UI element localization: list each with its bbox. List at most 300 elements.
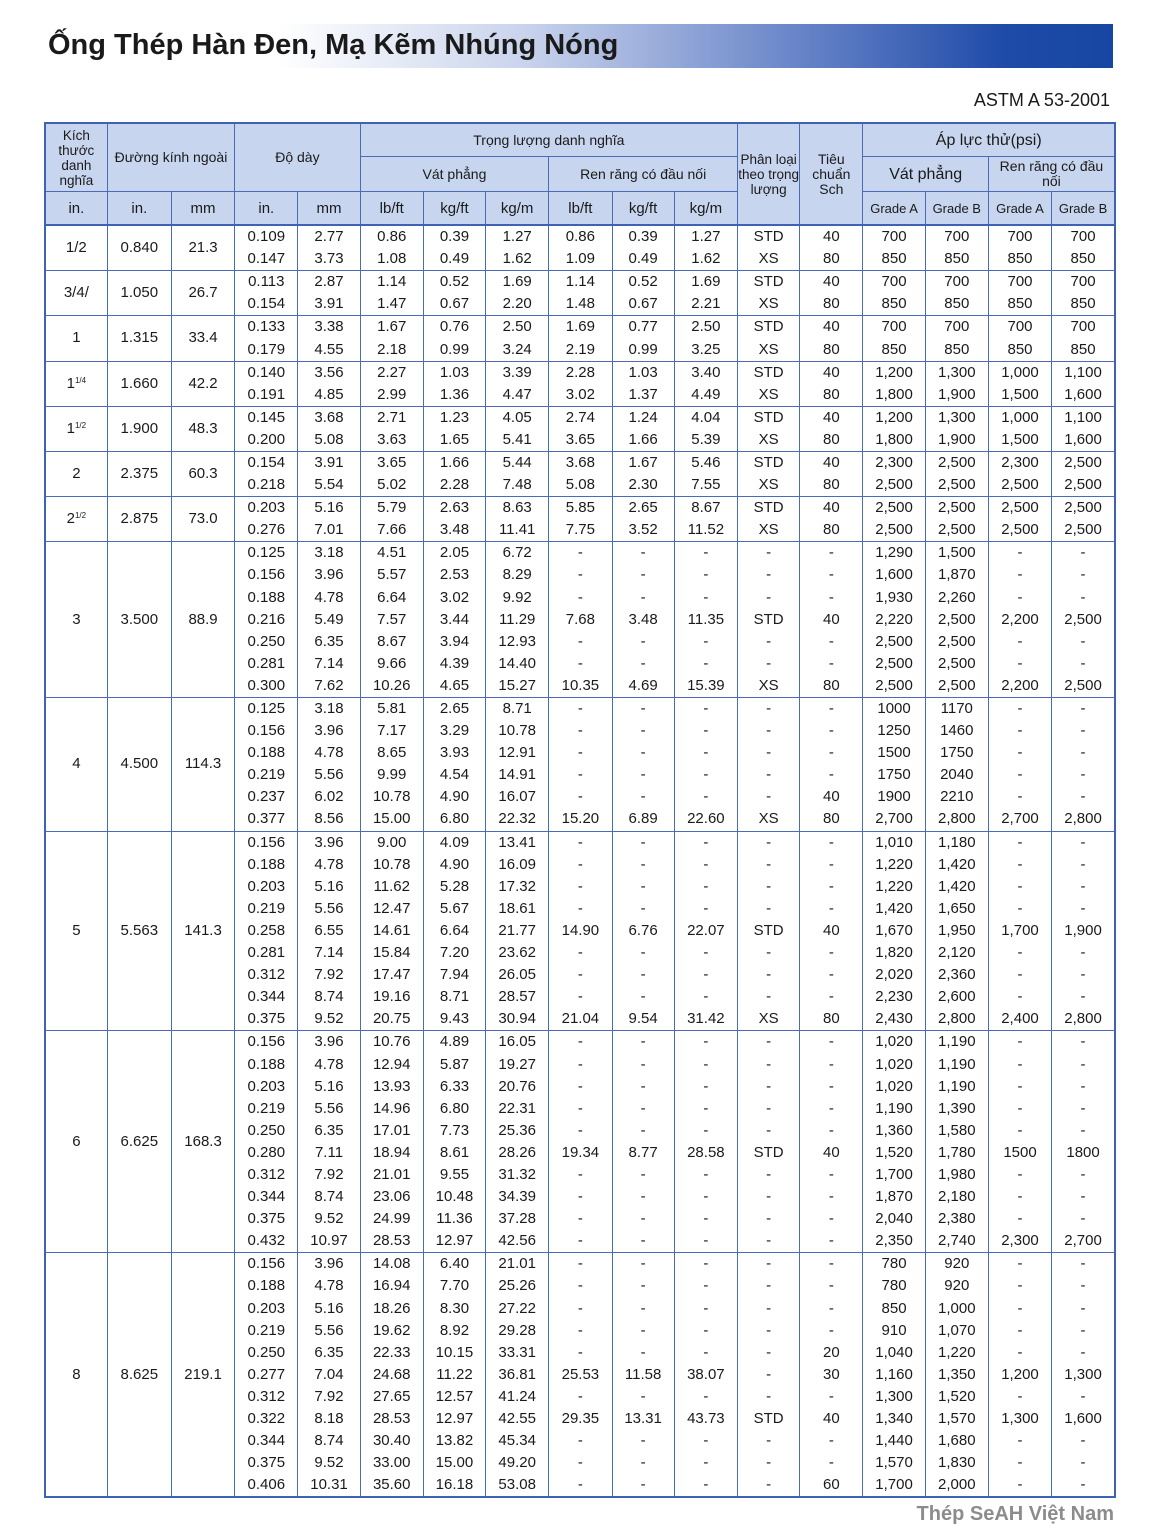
table-cell: 40 (800, 451, 863, 474)
table-cell: 80 (800, 384, 863, 407)
table-cell: 8.71 (486, 697, 549, 720)
table-cell: 1,780 (925, 1142, 988, 1164)
table-cell: 28.53 (360, 1230, 423, 1253)
table-cell: 1,700 (863, 1164, 925, 1186)
table-cell: - (738, 742, 800, 764)
table-cell: 13.31 (612, 1408, 674, 1430)
table-cell: 10.48 (423, 1186, 485, 1208)
table-cell: - (549, 1120, 612, 1142)
table-cell: 1750 (925, 742, 988, 764)
table-cell: 1,020 (863, 1053, 925, 1075)
table-cell: - (800, 1430, 863, 1452)
table-cell: 8.63 (486, 497, 549, 520)
table-cell: 2,500 (925, 609, 988, 631)
table-cell: - (674, 1275, 737, 1297)
table-cell: 3.48 (612, 609, 674, 631)
table-cell: 31.42 (674, 1008, 737, 1031)
table-cell: 0.154 (235, 293, 298, 316)
table-cell: - (1052, 631, 1115, 653)
table-cell: 34.39 (486, 1186, 549, 1208)
table-cell: - (1052, 1208, 1115, 1230)
table-cell: - (1052, 587, 1115, 609)
cell-od-mm: 168.3 (171, 1031, 234, 1253)
table-cell: - (549, 1298, 612, 1320)
cell-od-mm: 219.1 (171, 1253, 234, 1498)
header-test-pressure: Áp lực thử(psi) (863, 123, 1115, 157)
table-cell: - (1052, 1474, 1115, 1497)
table-row (45, 542, 1115, 565)
table-cell: 2,500 (863, 631, 925, 653)
table-cell: 5.67 (423, 898, 485, 920)
table-cell: - (549, 720, 612, 742)
table-cell: 12.57 (423, 1386, 485, 1408)
table-cell: 1,100 (1052, 406, 1115, 429)
table-cell: 0.109 (235, 225, 298, 248)
table-cell: 11.52 (674, 519, 737, 542)
table-cell: - (1052, 786, 1115, 808)
table-cell: - (612, 1186, 674, 1208)
table-cell: 2.99 (360, 384, 423, 407)
table-cell: - (1052, 742, 1115, 764)
table-cell: - (674, 1120, 737, 1142)
table-cell: 7.11 (298, 1142, 360, 1164)
table-cell: 30.40 (360, 1430, 423, 1452)
table-cell: STD (738, 406, 800, 429)
table-cell: 2,500 (988, 519, 1051, 542)
table-cell: 5.28 (423, 876, 485, 898)
table-cell: - (738, 720, 800, 742)
table-cell: 16.07 (486, 786, 549, 808)
table-cell: - (800, 653, 863, 675)
table-cell: 2.71 (360, 406, 423, 429)
table-cell: 4.90 (423, 786, 485, 808)
table-cell: 7.92 (298, 1164, 360, 1186)
table-cell: 40 (800, 920, 863, 942)
table-cell: 850 (863, 338, 925, 361)
table-cell: 0.344 (235, 986, 298, 1008)
table-cell: 0.375 (235, 1008, 298, 1031)
table-cell: 1,220 (925, 1342, 988, 1364)
table-cell: 1460 (925, 720, 988, 742)
table-cell: 2,500 (1052, 675, 1115, 698)
table-cell: - (988, 1452, 1051, 1474)
table-cell: 7.68 (549, 609, 612, 631)
table-cell: 0.154 (235, 451, 298, 474)
table-cell: 1,870 (863, 1186, 925, 1208)
table-cell: - (549, 1320, 612, 1342)
header-nominal-weight: Trọng lượng danh nghĩa (360, 123, 737, 157)
nominal-size-value: 3/4/ (63, 284, 89, 302)
footer-brand: Thép SeAH Việt Nam (916, 1503, 1114, 1525)
table-cell: 2040 (925, 764, 988, 786)
table-cell: - (612, 1164, 674, 1186)
table-cell: - (612, 1386, 674, 1408)
table-cell: - (612, 1452, 674, 1474)
table-cell: 7.94 (423, 964, 485, 986)
table-cell: 9.66 (360, 653, 423, 675)
table-cell: 16.05 (486, 1031, 549, 1054)
table-cell: 1.27 (486, 225, 549, 248)
table-cell: 11.41 (486, 519, 549, 542)
table-cell: 2,300 (988, 451, 1051, 474)
table-cell: 40 (800, 609, 863, 631)
table-cell: 0.125 (235, 697, 298, 720)
table-cell: 2,500 (925, 675, 988, 698)
table-cell: 1,580 (925, 1120, 988, 1142)
table-cell: - (988, 1076, 1051, 1098)
table-cell: 1.03 (612, 361, 674, 384)
table-cell: 2.20 (486, 293, 549, 316)
table-cell: 5.08 (549, 474, 612, 497)
table-cell: - (738, 1452, 800, 1474)
table-cell: STD (738, 609, 800, 631)
table-cell: 1,300 (863, 1386, 925, 1408)
table-cell: 700 (925, 225, 988, 248)
table-cell: - (738, 854, 800, 876)
table-cell: 700 (988, 316, 1051, 339)
table-cell: 3.94 (423, 631, 485, 653)
header-unit: kg/ft (612, 192, 674, 226)
table-cell: - (988, 587, 1051, 609)
table-cell: 2,230 (863, 986, 925, 1008)
table-cell: 1,520 (925, 1386, 988, 1408)
table-cell: 0.300 (235, 675, 298, 698)
table-cell: - (674, 1098, 737, 1120)
table-cell: - (549, 1164, 612, 1186)
table-cell: 850 (925, 248, 988, 271)
table-row (45, 831, 1115, 854)
table-cell: 1170 (925, 697, 988, 720)
table-cell: - (988, 1386, 1051, 1408)
table-cell: 850 (1052, 293, 1115, 316)
table-cell: - (1052, 720, 1115, 742)
table-cell: STD (738, 316, 800, 339)
table-cell: - (612, 898, 674, 920)
table-cell: - (800, 720, 863, 742)
table-cell: - (549, 564, 612, 586)
table-cell: 700 (863, 225, 925, 248)
table-cell: 8.71 (423, 986, 485, 1008)
table-cell: 8.65 (360, 742, 423, 764)
table-cell: 1.47 (360, 293, 423, 316)
table-cell: 850 (988, 293, 1051, 316)
header-unit: in. (107, 192, 171, 226)
table-cell: - (674, 1053, 737, 1075)
table-cell: 0.219 (235, 898, 298, 920)
table-cell: - (1052, 1186, 1115, 1208)
table-cell: 3.93 (423, 742, 485, 764)
table-cell: STD (738, 225, 800, 248)
table-cell: 1,350 (925, 1364, 988, 1386)
table-cell: 36.81 (486, 1364, 549, 1386)
table-cell: - (674, 1298, 737, 1320)
table-cell: 0.49 (612, 248, 674, 271)
table-cell: - (800, 1208, 863, 1230)
table-cell: 3.38 (298, 316, 360, 339)
table-cell: - (800, 1053, 863, 1075)
table-cell: - (988, 1098, 1051, 1120)
table-cell: 9.54 (612, 1008, 674, 1031)
table-cell: - (612, 1120, 674, 1142)
table-cell: - (1052, 831, 1115, 854)
table-cell: - (674, 1452, 737, 1474)
table-cell: 1,500 (925, 542, 988, 565)
cell-od-mm: 60.3 (171, 451, 234, 496)
table-cell: 3.96 (298, 1031, 360, 1054)
table-cell: 1800 (1052, 1142, 1115, 1164)
table-row (45, 697, 1115, 720)
table-cell: 2,200 (988, 675, 1051, 698)
table-cell: 1,900 (925, 384, 988, 407)
table-cell: 3.52 (612, 519, 674, 542)
table-cell: 35.60 (360, 1474, 423, 1497)
cell-od-in: 8.625 (107, 1253, 171, 1498)
table-cell: - (612, 1430, 674, 1452)
table-cell: 7.04 (298, 1364, 360, 1386)
nominal-size-value: 2 (72, 465, 81, 483)
table-cell: 0.156 (235, 1253, 298, 1276)
table-cell: - (738, 1230, 800, 1253)
table-cell: 1.69 (486, 271, 549, 294)
table-cell: 700 (925, 316, 988, 339)
table-cell: - (612, 1275, 674, 1297)
table-cell: - (738, 942, 800, 964)
table-cell: 7.20 (423, 942, 485, 964)
table-cell: 2,500 (863, 519, 925, 542)
table-cell: 1,200 (863, 406, 925, 429)
table-cell: 4.78 (298, 1053, 360, 1075)
table-cell: 8.92 (423, 1320, 485, 1342)
table-cell: 0.52 (423, 271, 485, 294)
cell-od-in: 1.315 (107, 316, 171, 361)
table-cell: - (738, 1186, 800, 1208)
cell-nominal-size (45, 406, 107, 451)
table-cell: 1250 (863, 720, 925, 742)
table-cell: 4.85 (298, 384, 360, 407)
table-cell: 21.77 (486, 920, 549, 942)
table-cell: 27.22 (486, 1298, 549, 1320)
table-cell: - (988, 942, 1051, 964)
table-cell: 7.57 (360, 609, 423, 631)
table-cell: 14.08 (360, 1253, 423, 1276)
table-cell: 1.24 (612, 406, 674, 429)
table-cell: 1,800 (863, 429, 925, 452)
table-cell: - (800, 876, 863, 898)
table-cell: 18.26 (360, 1298, 423, 1320)
table-cell: 0.219 (235, 1098, 298, 1120)
table-cell: - (674, 942, 737, 964)
table-cell: 40 (800, 1142, 863, 1164)
table-cell: 1,200 (988, 1364, 1051, 1386)
table-cell: 5.02 (360, 474, 423, 497)
table-cell: - (612, 1342, 674, 1364)
table-cell: 80 (800, 519, 863, 542)
cell-od-in: 2.875 (107, 497, 171, 542)
table-cell: - (1052, 1430, 1115, 1452)
table-cell: STD (738, 497, 800, 520)
table-cell: 1,830 (925, 1452, 988, 1474)
table-cell: 1.36 (423, 384, 485, 407)
table-cell: - (612, 542, 674, 565)
table-cell: 4.55 (298, 338, 360, 361)
table-cell: XS (738, 808, 800, 831)
table-cell: - (674, 964, 737, 986)
table-cell: 0.250 (235, 1342, 298, 1364)
table-cell: 6.72 (486, 542, 549, 565)
table-cell: - (988, 1186, 1051, 1208)
table-cell: 8.61 (423, 1142, 485, 1164)
table-row (45, 1031, 1115, 1054)
table-cell: - (549, 898, 612, 920)
header-plain-end: Vát phẳng (360, 157, 549, 192)
table-cell: 18.61 (486, 898, 549, 920)
header-weight-class: Phân loại theo trọng lượng (738, 123, 800, 225)
table-cell: - (738, 876, 800, 898)
cell-nominal-size (45, 271, 107, 316)
cell-od-in: 1.050 (107, 271, 171, 316)
table-cell: 5.16 (298, 1076, 360, 1098)
table-cell: 30 (800, 1364, 863, 1386)
table-cell: 2.50 (674, 316, 737, 339)
table-cell: - (612, 1298, 674, 1320)
table-cell: XS (738, 675, 800, 698)
header-threaded-coupled: Ren răng có đầu nối (549, 157, 738, 192)
header-unit: kg/m (486, 192, 549, 226)
table-cell: 0.125 (235, 542, 298, 565)
table-cell: 1,950 (925, 920, 988, 942)
table-cell: 1,870 (925, 564, 988, 586)
table-cell: 9.43 (423, 1008, 485, 1031)
table-cell: - (738, 764, 800, 786)
table-cell: 5.39 (674, 429, 737, 452)
table-cell: - (738, 1430, 800, 1452)
table-cell: 6.80 (423, 808, 485, 831)
table-cell: - (988, 1164, 1051, 1186)
table-cell: 15.00 (360, 808, 423, 831)
table-cell: 28.53 (360, 1408, 423, 1430)
table-cell: 1750 (863, 764, 925, 786)
table-cell: - (674, 1474, 737, 1497)
table-cell: 3.56 (298, 361, 360, 384)
table-cell: 80 (800, 429, 863, 452)
table-cell: 0.219 (235, 764, 298, 786)
cell-nominal-size (45, 497, 107, 542)
table-cell: - (988, 720, 1051, 742)
table-cell: 1,070 (925, 1320, 988, 1342)
table-cell: 22.07 (674, 920, 737, 942)
table-cell: 1,000 (925, 1298, 988, 1320)
table-cell: 6.80 (423, 1098, 485, 1120)
table-cell: 16.94 (360, 1275, 423, 1297)
table-cell: 0.145 (235, 406, 298, 429)
table-cell: - (612, 1208, 674, 1230)
table-cell: 2.65 (423, 697, 485, 720)
table-cell: 45.34 (486, 1430, 549, 1452)
table-cell: 4.78 (298, 587, 360, 609)
table-cell: 1,360 (863, 1120, 925, 1142)
table-cell: 16.18 (423, 1474, 485, 1497)
table-cell: 1500 (863, 742, 925, 764)
table-cell: 4.47 (486, 384, 549, 407)
table-cell: 0.156 (235, 831, 298, 854)
table-cell: 1.66 (612, 429, 674, 452)
table-cell: 7.01 (298, 519, 360, 542)
table-cell: 1,300 (1052, 1364, 1115, 1386)
table-cell: - (1052, 1098, 1115, 1120)
table-cell: 14.96 (360, 1098, 423, 1120)
table-cell: 25.53 (549, 1364, 612, 1386)
table-cell: - (800, 942, 863, 964)
table-cell: 0.188 (235, 587, 298, 609)
table-cell: 15.84 (360, 942, 423, 964)
table-cell: 2,380 (925, 1208, 988, 1230)
table-cell: - (988, 653, 1051, 675)
table-cell: XS (738, 293, 800, 316)
table-cell: - (612, 742, 674, 764)
table-cell: 0.188 (235, 742, 298, 764)
table-cell: 40 (800, 271, 863, 294)
table-cell: 1,600 (1052, 429, 1115, 452)
nominal-size-fraction: 1/2 (74, 511, 87, 521)
table-cell: - (674, 720, 737, 742)
table-cell: - (1052, 1120, 1115, 1142)
table-cell: 0.188 (235, 1053, 298, 1075)
nominal-size-value: 8 (72, 1365, 81, 1383)
table-cell: - (549, 1430, 612, 1452)
table-cell: - (738, 1342, 800, 1364)
table-cell: 2.19 (549, 338, 612, 361)
table-cell: - (988, 1430, 1051, 1452)
table-cell: 4.39 (423, 653, 485, 675)
table-cell: 17.32 (486, 876, 549, 898)
table-cell: - (738, 986, 800, 1008)
table-cell: 1.23 (423, 406, 485, 429)
table-cell: 2,740 (925, 1230, 988, 1253)
table-cell: 5.16 (298, 876, 360, 898)
table-cell: 3.63 (360, 429, 423, 452)
header-unit: mm (171, 192, 234, 226)
table-cell: 19.16 (360, 986, 423, 1008)
table-cell: 1.62 (674, 248, 737, 271)
table-cell: 6.89 (612, 808, 674, 831)
table-cell: 80 (800, 338, 863, 361)
table-cell: 15.00 (423, 1452, 485, 1474)
table-cell: - (1052, 1452, 1115, 1474)
table-cell: 5.16 (298, 1298, 360, 1320)
table-cell: 0.86 (549, 225, 612, 248)
table-cell: - (800, 1386, 863, 1408)
table-cell: - (674, 786, 737, 808)
table-cell: - (800, 1230, 863, 1253)
table-cell: 5.16 (298, 497, 360, 520)
table-cell: 4.78 (298, 1275, 360, 1297)
table-cell: 25.26 (486, 1275, 549, 1297)
table-cell: 1.14 (360, 271, 423, 294)
table-cell: 0.113 (235, 271, 298, 294)
table-cell: - (674, 1164, 737, 1186)
table-row (45, 271, 1115, 294)
table-cell: - (549, 697, 612, 720)
table-cell: 5.54 (298, 474, 360, 497)
table-cell: 2,700 (988, 808, 1051, 831)
header-outside-diameter: Đường kính ngoài (107, 123, 234, 192)
table-cell: 2,500 (863, 497, 925, 520)
table-cell: - (674, 1031, 737, 1054)
table-cell: 2,120 (925, 942, 988, 964)
nominal-size-value: 3 (72, 610, 81, 628)
table-cell: 1.66 (423, 451, 485, 474)
table-cell: 19.34 (549, 1142, 612, 1164)
